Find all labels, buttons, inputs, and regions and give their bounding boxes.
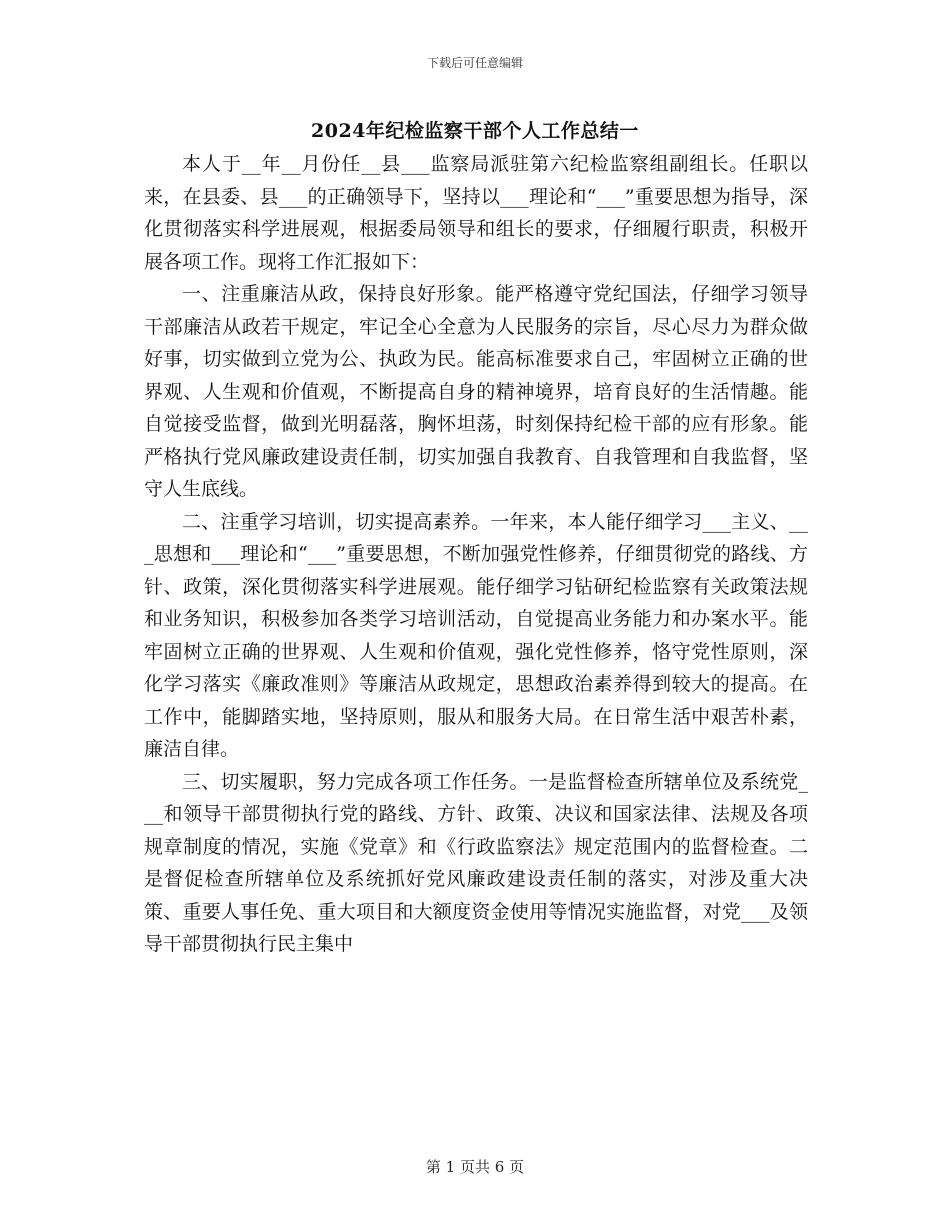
document-body bbox=[144, 148, 808, 961]
paragraph-section-2: 二、注重学习培训，切实提高素养。一年来，本人能仔细学习___主义、___思想和___理论和“___”重要思想，不断加强党性修养，仔细贯彻党的路线、方针、政策，深化贯彻落实科学进展观。能仔细学习钻研纪检监察有关政策法规和业务知识，积极参加各类学习培训活动，自觉提高业务能力和办案水平。能牢固树立正确的世界观、人生观和价值观，强化党性修养，恪守党性原则，深化学习落实《廉政准则》等廉洁从政规定，思想政治素养得到较大的提高。在工作中，能脚踏实地，坚持原则，服从和服务大局。在日常生活中艰苦朴素，廉洁自律。 bbox=[144, 510, 808, 760]
paragraph-intro: 本人于__年__月份任__县___监察局派驻第六纪检监察组副组长。任职以来，在县委、县___的正确领导下，坚持以___理论和“___”重要思想为指导，深化贯彻落实科学进展观，根据委局领导和组长的要求，仔细履行职责，积极开展各项工作。现将工作汇报如下： bbox=[144, 153, 808, 273]
paragraph-section-3: 三、切实履职，努力完成各项工作任务。一是监督检查所辖单位及系统党___和领导干部贯彻执行党的路线、方针、政策、决议和国家法律、法规及各项规章制度的情况，实施《党章》和《行政监察法》规定范围内的监督检查。二是督促检查所辖单位及系统抓好党风廉政建设责任制的落实，对涉及重大决策、重要人事任免、重大项目和大额度资金使用等情况实施监督，对党___及领导干部贯彻执行民主集中 bbox=[144, 770, 808, 955]
page-number: 第 1 页共 6 页 bbox=[425, 1158, 525, 1176]
header-note: 下载后可任意编辑 bbox=[426, 56, 523, 70]
document-title: 2024年纪检监察干部个人工作总结一 bbox=[311, 120, 639, 142]
paragraph-section-1: 一、注重廉洁从政，保持良好形象。能严格遵守党纪国法，仔细学习领导干部廉洁从政若干规定，牢记全心全意为人民服务的宗旨，尽心尽力为群众做好事，切实做到立党为公、执政为民。能高标准要求自己，牢固树立正确的世界观、人生观和价值观，不断提高自身的精神境界，培育良好的生活情趣。能自觉接受监督，做到光明磊落，胸怀坦荡，时刻保持纪检干部的应有形象。能严格执行党风廉政建设责任制，切实加强自我教育、自我管理和自我监督，坚守人生底线。 bbox=[144, 283, 808, 500]
